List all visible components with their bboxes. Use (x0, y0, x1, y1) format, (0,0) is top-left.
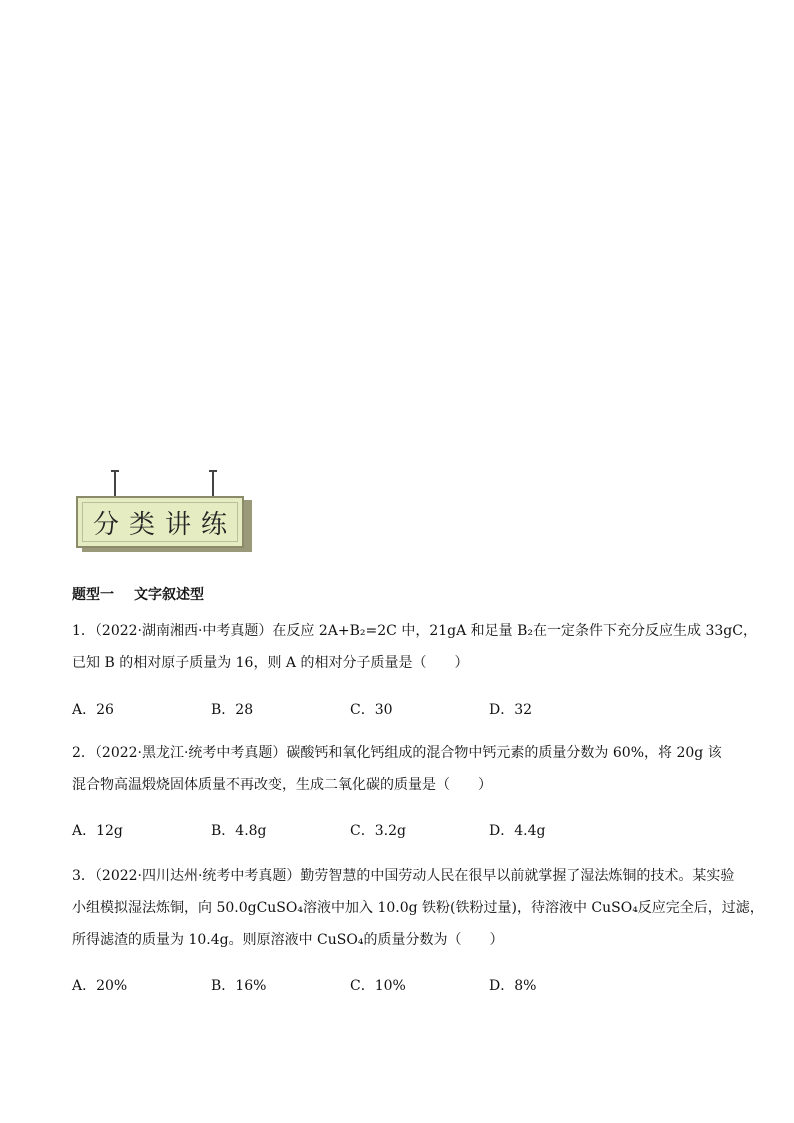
section-name: 文字叙述型 (134, 587, 204, 603)
option-a: A．12g (72, 823, 123, 839)
banner-board (76, 496, 244, 548)
question-2-options (72, 820, 628, 840)
option-c: C．10% (350, 978, 406, 994)
option-a: A．20% (72, 978, 128, 994)
banner-title: 分类讲练 (93, 509, 238, 540)
option-b: B．16% (211, 978, 267, 994)
question-1-options (72, 699, 628, 719)
question-2-line-1: 2．（2022·黑龙江·统考中考真题）碳酸钙和氧化钙组成的混合物中钙元素的质量分数为 60%，将 20g 该 (72, 745, 722, 761)
section-heading (72, 584, 204, 604)
question-3-line-3: 所得滤渣的质量为 10.4g。则原溶液中 CuSO₄的质量分数为（ ） (72, 932, 504, 948)
question-1-line-2: 已知 B 的相对原子质量为 16，则 A 的相对分子质量是（ ） (72, 655, 469, 671)
option-c: C．30 (350, 702, 393, 718)
question-3-line-2: 小组模拟湿法炼铜，向 50.0gCuSO₄溶液中加入 10.0g 铁粉(铁粉过量)，待溶液中 CuSO₄反应完全后，过滤， (72, 900, 764, 916)
section-label: 题型一 (72, 587, 114, 603)
option-b: B．28 (211, 702, 254, 718)
option-d: D．8% (489, 978, 537, 994)
question-2-line-2: 混合物高温煅烧固体质量不再改变，生成二氧化碳的质量是（ ） (72, 777, 492, 793)
question-3-line-1: 3．（2022·四川达州·统考中考真题）勤劳智慧的中国劳动人民在很早以前就掌握了湿法炼铜的技术。某实验 (72, 868, 735, 884)
option-b: B．4.8g (211, 823, 267, 839)
question-1-line-1: 1．（2022·湖南湘西·中考真题）在反应 2A+B₂=2C 中，21gA 和足量 B₂在一定条件下充分反应生成 33gC， (72, 623, 757, 639)
question-3-options (72, 975, 628, 995)
option-d: D．4.4g (489, 823, 546, 839)
option-c: C．3.2g (350, 823, 406, 839)
option-a: A．26 (72, 702, 114, 718)
section-banner (76, 470, 252, 554)
option-d: D．32 (489, 702, 533, 718)
